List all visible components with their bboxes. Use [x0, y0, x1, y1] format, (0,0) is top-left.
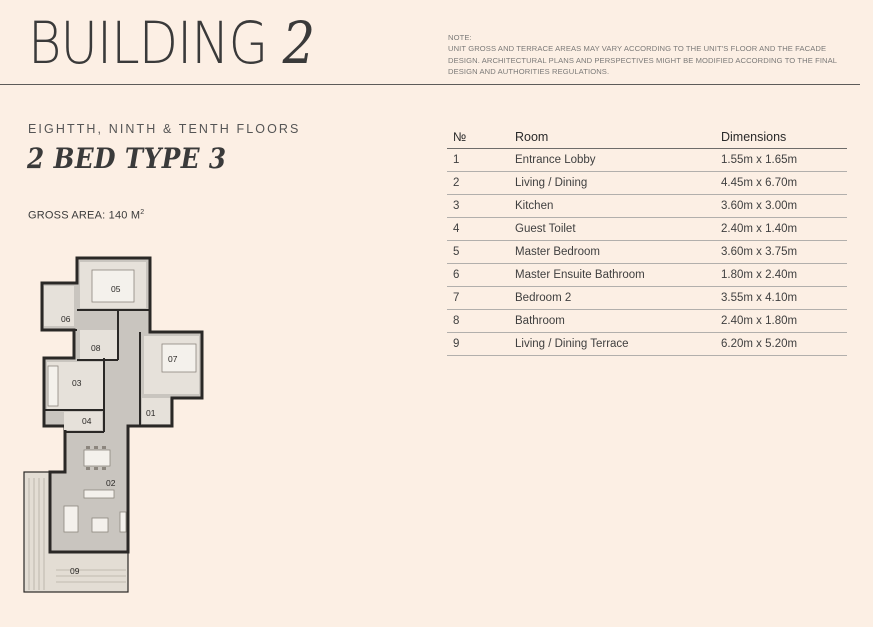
note-block	[448, 32, 860, 77]
row-dimensions: 4.45m x 6.70m	[715, 172, 847, 195]
row-room: Entrance Lobby	[509, 149, 715, 172]
note-text: UNIT GROSS AND TERRACE AREAS MAY VARY ACCORDING TO THE UNIT'S FLOOR AND THE FACADE DESIGN. ARCHITECTURAL PLANS AND PERSPECTIVES MIGHT BE MODIFIED ACCORDING TO THE FINAL DESIGN AND AUTHORITIES REGULATIONS.	[448, 44, 837, 76]
row-number: 8	[447, 310, 509, 333]
row-dimensions: 2.40m x 1.80m	[715, 310, 847, 333]
row-number: 3	[447, 195, 509, 218]
table-row	[447, 310, 847, 333]
gross-area-label: GROSS AREA:	[28, 209, 106, 222]
row-room: Living / Dining Terrace	[509, 333, 715, 356]
building-title-number: 2	[282, 9, 315, 77]
plan-label-02: 02	[106, 478, 116, 488]
row-dimensions: 3.60m x 3.00m	[715, 195, 847, 218]
header-divider	[0, 84, 860, 85]
table-row	[447, 149, 847, 172]
row-dimensions: 1.55m x 1.65m	[715, 149, 847, 172]
row-number: 4	[447, 218, 509, 241]
floors-label: EIGHTTH, NINTH & TENTH FLOORS	[28, 122, 301, 136]
plan-label-06: 06	[61, 314, 71, 324]
row-dimensions: 1.80m x 2.40m	[715, 264, 847, 287]
table-row	[447, 172, 847, 195]
table-row	[447, 241, 847, 264]
note-label: NOTE:	[448, 33, 472, 42]
row-dimensions: 3.60m x 3.75m	[715, 241, 847, 264]
building-title	[28, 9, 315, 77]
plan-label-04: 04	[82, 416, 92, 426]
row-room: Guest Toilet	[509, 218, 715, 241]
plan-label-07: 07	[168, 354, 178, 364]
row-number: 5	[447, 241, 509, 264]
table-row	[447, 287, 847, 310]
row-room: Bedroom 2	[509, 287, 715, 310]
plan-label-01: 01	[146, 408, 156, 418]
row-number: 1	[447, 149, 509, 172]
row-number: 2	[447, 172, 509, 195]
gross-area	[28, 209, 144, 222]
row-room: Kitchen	[509, 195, 715, 218]
rooms-table	[447, 126, 847, 356]
row-room: Bathroom	[509, 310, 715, 333]
building-title-word: BUILDING	[28, 9, 268, 77]
row-number: 9	[447, 333, 509, 356]
row-dimensions: 3.55m x 4.10m	[715, 287, 847, 310]
row-dimensions: 6.20m x 5.20m	[715, 333, 847, 356]
table-row	[447, 333, 847, 356]
row-number: 6	[447, 264, 509, 287]
table-row	[447, 195, 847, 218]
table-row	[447, 264, 847, 287]
row-room: Master Bedroom	[509, 241, 715, 264]
gross-area-value: 140 M	[108, 209, 141, 222]
header-number: №	[447, 126, 509, 149]
plan-label-08: 08	[91, 343, 101, 353]
row-room: Living / Dining	[509, 172, 715, 195]
plan-label-05: 05	[111, 284, 121, 294]
plan-label-09: 09	[70, 566, 80, 576]
rooms-table-header	[447, 126, 847, 149]
row-number: 7	[447, 287, 509, 310]
row-dimensions: 2.40m x 1.40m	[715, 218, 847, 241]
gross-area-unit: 2	[140, 209, 145, 216]
plan-label-03: 03	[72, 378, 82, 388]
header-dimensions: Dimensions	[715, 126, 847, 149]
table-row	[447, 218, 847, 241]
row-room: Master Ensuite Bathroom	[509, 264, 715, 287]
header-room: Room	[509, 126, 715, 149]
unit-type-title: 2 BED TYPE 3	[27, 142, 227, 175]
floor-plan	[22, 250, 212, 595]
